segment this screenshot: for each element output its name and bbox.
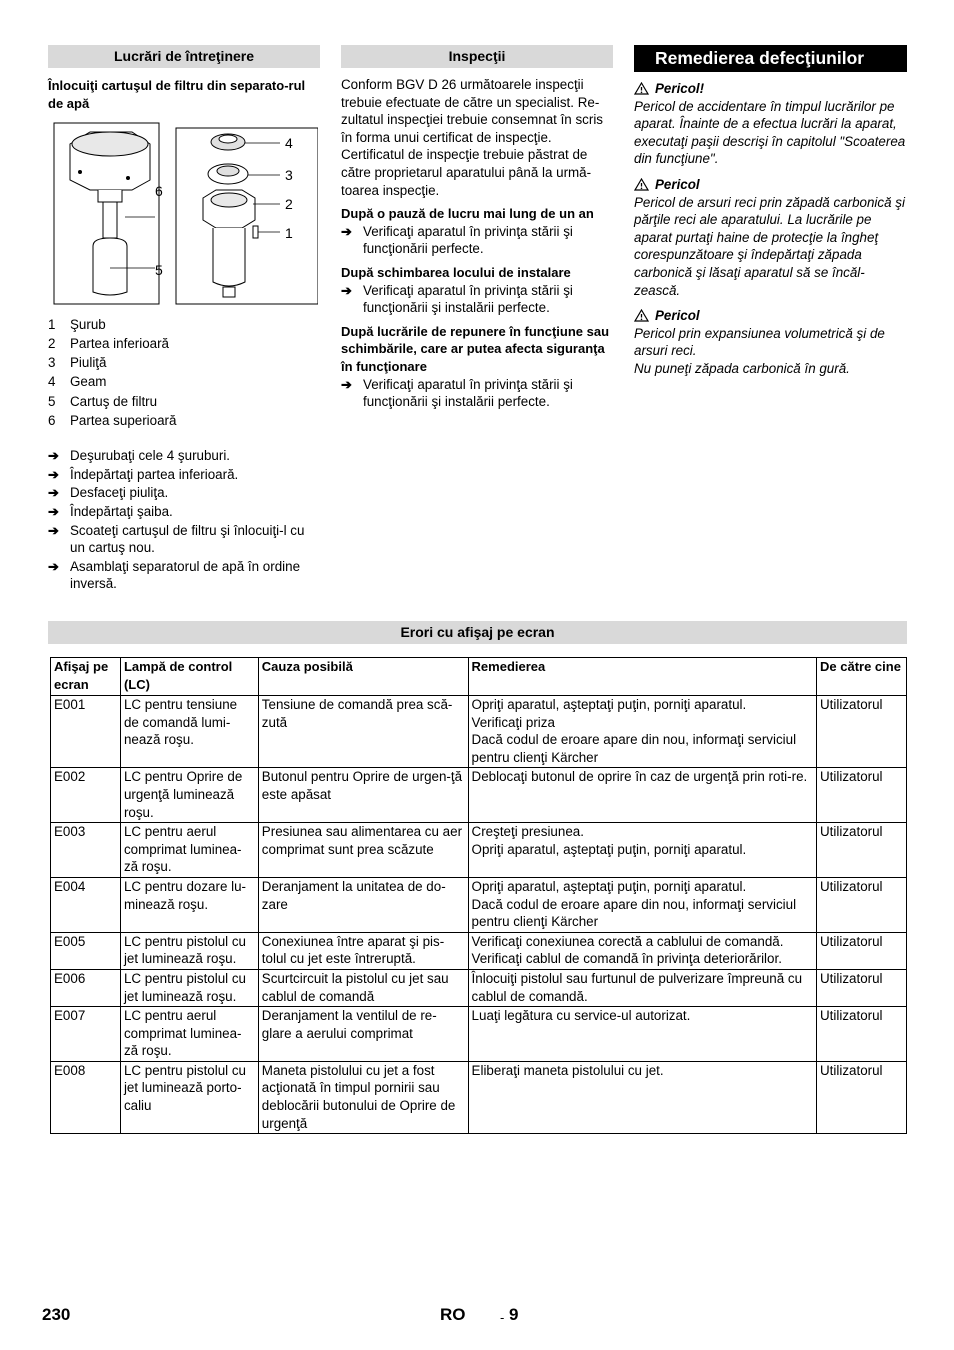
maintenance-steps bbox=[48, 447, 320, 593]
table-cell: Utilizatorul bbox=[817, 1061, 907, 1133]
inspections-column bbox=[341, 45, 613, 412]
arrow-right-icon: ➔ bbox=[341, 282, 352, 298]
inspection-block-title: După o pauză de lucru mai lung de un an bbox=[341, 206, 594, 222]
table-cell: Deranjament la ventilul de re-glare a aerului comprimat bbox=[258, 1007, 468, 1062]
table-row bbox=[51, 1061, 907, 1133]
column-header: Remedierea bbox=[468, 658, 816, 696]
step-item: ➔ Îndepărtaţi şaiba. bbox=[48, 504, 173, 520]
step-item: ➔ Scoateţi cartuşul de filtru şi înlocuiţi-l cu un cartuş nou. bbox=[48, 522, 305, 556]
figure-label-5: 5 bbox=[155, 262, 163, 279]
filter-replacement-subheading: Înlocuiţi cartuşul de filtru din separato-rul de apă bbox=[48, 78, 306, 111]
errors-heading: Erori cu afişaj pe ecran bbox=[48, 621, 907, 644]
errors-table bbox=[50, 657, 907, 1134]
step-item: ➔ Desfaceţi piuliţa. bbox=[48, 485, 169, 501]
table-cell: Verificaţi conexiunea corectă a cablului de comandă. Verificaţi cablul de comandă în privinţa deteriorărilor. bbox=[468, 932, 816, 969]
table-cell: E005 bbox=[51, 932, 121, 969]
table-row bbox=[51, 768, 907, 823]
legend-item: 3 Piuliţă bbox=[48, 355, 107, 371]
table-cell: Opriţi aparatul, aşteptaţi puţin, porniţi aparatul. Dacă codul de eroare apare din nou, informaţi serviciul pentru clienţi Kärcher bbox=[468, 877, 816, 932]
warning-title: Pericol bbox=[634, 176, 907, 194]
inspection-block-title: După lucrările de repunere în funcţiune sau schimbările, care ar putea afecta siguranţa în funcţionare bbox=[341, 323, 610, 374]
table-cell: Utilizatorul bbox=[817, 969, 907, 1006]
table-cell: Presiunea sau alimentarea cu aer comprimat sunt prea scăzute bbox=[258, 823, 468, 878]
table-cell: Utilizatorul bbox=[817, 932, 907, 969]
language-code: RO bbox=[440, 1305, 466, 1324]
inspections-heading: Inspecţii bbox=[341, 45, 613, 68]
table-cell: Utilizatorul bbox=[817, 823, 907, 878]
table-row bbox=[51, 1007, 907, 1062]
maintenance-column bbox=[48, 45, 320, 594]
table-cell: Deblocaţi butonul de oprire în caz de urgenţă prin roti-re. bbox=[468, 768, 816, 823]
figure-label-1: 1 bbox=[285, 225, 293, 242]
table-cell: LC pentru Oprire de urgenţă luminează roşu. bbox=[120, 768, 258, 823]
column-header: Lampă de control (LC) bbox=[120, 658, 258, 696]
legend-item: 1 Şurub bbox=[48, 317, 106, 333]
table-row bbox=[51, 932, 907, 969]
figure-label-4: 4 bbox=[285, 135, 293, 152]
table-cell: Utilizatorul bbox=[817, 768, 907, 823]
inspection-block-title: După schimbarea locului de instalare bbox=[341, 264, 571, 280]
table-cell: E002 bbox=[51, 768, 121, 823]
arrow-right-icon: ➔ bbox=[48, 448, 59, 464]
table-cell: Înlocuiţi pistolul sau furtunul de pulverizare împreună cu cablul de comandă. bbox=[468, 969, 816, 1006]
step-item: ➔ Asamblaţi separatorul de apă în ordine inversă. bbox=[48, 558, 301, 592]
warning-text: Pericol de accidentare în timpul lucrărilor pe aparat. Înainte de a efectua lucrări la aparat, executaţi paşii descrişi în capitolul "Scoaterea din funcţiune". bbox=[634, 98, 906, 167]
table-cell: LC pentru tensiune de comandă lumi-nează roşu. bbox=[120, 696, 258, 768]
warning-text: Pericol de arsuri reci prin zăpadă carbonică şi părţile reci ale aparatului. La lucrările pe aparat purtaţi haine de protecţie la îngheţ corespunzătoare şi îndepărtaţi zăpada carbonică şi lăsaţi aparatul să se încăl-zească. bbox=[634, 194, 905, 298]
table-cell: Scurtcircuit la pistolul cu jet sau cablul de comandă bbox=[258, 969, 468, 1006]
table-cell: Maneta pistolului cu jet a fost acţionată în timpul pornirii sau deblocării butonului de Oprire de urgenţă bbox=[258, 1061, 468, 1133]
warning-triangle-icon bbox=[634, 309, 649, 322]
page-number: 230 bbox=[42, 1305, 71, 1324]
figure-label-2: 2 bbox=[285, 196, 293, 213]
inspections-intro: Conform BGV D 26 următoarele inspecţii trebuie efectuate de către un specialist. Re-zultatul inspecţiei trebuie consemnat în scris în forma unui certificat de inspecţie. Certificatul de inspecţie trebuie păstrat de către proprietarul aparatului până la urmă-toarea inspecţie. bbox=[341, 77, 603, 198]
table-cell: Eliberaţi maneta pistolului cu jet. bbox=[468, 1061, 816, 1133]
table-cell: LC pentru pistolul cu jet luminează porto-caliu bbox=[120, 1061, 258, 1133]
table-row bbox=[51, 823, 907, 878]
section-number: 9 bbox=[509, 1305, 519, 1324]
maintenance-heading: Lucrări de întreţinere bbox=[48, 45, 320, 68]
table-cell: Opriţi aparatul, aşteptaţi puţin, porniţi aparatul. Verificaţi priza Dacă codul de eroare apare din nou, informaţi serviciul pentru clienţi Kärcher bbox=[468, 696, 816, 768]
table-cell: Luaţi legătura cu service-ul autorizat. bbox=[468, 1007, 816, 1062]
step-item: ➔ Verificaţi aparatul în privinţa stării şi funcţionării şi instalării perfecte. bbox=[341, 376, 573, 410]
arrow-right-icon: ➔ bbox=[48, 522, 59, 538]
table-cell: Deranjament la unitatea de do-zare bbox=[258, 877, 468, 932]
column-header: De către cine bbox=[817, 658, 907, 696]
warning-triangle-icon bbox=[634, 178, 649, 191]
table-cell: Tensiune de comandă prea scă-zută bbox=[258, 696, 468, 768]
warning-title: Pericol bbox=[634, 307, 907, 325]
arrow-right-icon: ➔ bbox=[48, 504, 59, 520]
figure-legend bbox=[48, 316, 320, 429]
legend-item: 6 Partea superioară bbox=[48, 412, 177, 428]
table-cell: LC pentru aerul comprimat luminea-ză roşu. bbox=[120, 823, 258, 878]
arrow-right-icon: ➔ bbox=[48, 558, 59, 574]
table-cell: Butonul pentru Oprire de urgen-ţă este apăsat bbox=[258, 768, 468, 823]
warning-title: Pericol! bbox=[634, 80, 907, 98]
arrow-right-icon: ➔ bbox=[48, 485, 59, 501]
table-cell: E003 bbox=[51, 823, 121, 878]
table-cell: Utilizatorul bbox=[817, 696, 907, 768]
troubleshooting-column bbox=[634, 45, 907, 378]
warning-triangle-icon bbox=[634, 82, 649, 95]
legend-item: 4 Geam bbox=[48, 374, 107, 390]
table-cell: LC pentru aerul comprimat luminea-ză roşu. bbox=[120, 1007, 258, 1062]
column-header: Cauza posibilă bbox=[258, 658, 468, 696]
table-cell: LC pentru pistolul cu jet luminează roşu. bbox=[120, 969, 258, 1006]
legend-item: 5 Cartuş de filtru bbox=[48, 393, 158, 409]
table-cell: LC pentru dozare lu-minează roşu. bbox=[120, 877, 258, 932]
table-cell: Utilizatorul bbox=[817, 1007, 907, 1062]
warning-text: Nu puneţi zăpada carbonică în gură. bbox=[634, 360, 850, 376]
step-item: ➔ Verificaţi aparatul în privinţa stării şi funcţionării perfecte. bbox=[341, 223, 573, 257]
figure-label-3: 3 bbox=[285, 167, 293, 184]
table-row bbox=[51, 696, 907, 768]
column-header: Afişaj pe ecran bbox=[51, 658, 121, 696]
table-cell: E007 bbox=[51, 1007, 121, 1062]
table-cell: Utilizatorul bbox=[817, 877, 907, 932]
arrow-right-icon: ➔ bbox=[341, 223, 352, 239]
table-row bbox=[51, 969, 907, 1006]
table-cell: Creşteţi presiunea. Opriţi aparatul, aşteptaţi puţin, porniţi aparatul. bbox=[468, 823, 816, 878]
step-item: ➔ Îndepărtaţi partea inferioară. bbox=[48, 466, 239, 482]
legend-item: 2 Partea inferioară bbox=[48, 336, 169, 352]
table-row bbox=[51, 877, 907, 932]
water-separator-figure bbox=[48, 122, 318, 308]
table-cell: E004 bbox=[51, 877, 121, 932]
troubleshooting-heading: Remedierea defecţiunilor bbox=[634, 45, 907, 72]
step-item: ➔ Verificaţi aparatul în privinţa stării şi funcţionării şi instalării perfecte. bbox=[341, 282, 573, 316]
table-cell: E008 bbox=[51, 1061, 121, 1133]
warning-text: Pericol prin expansiunea volumetrică şi de arsuri reci. bbox=[634, 325, 885, 359]
table-cell: E006 bbox=[51, 969, 121, 1006]
step-item: ➔ Deşurubaţi cele 4 şuruburi. bbox=[48, 448, 231, 464]
footer-separator: - bbox=[500, 1310, 505, 1325]
table-cell: LC pentru pistolul cu jet luminează roşu. bbox=[120, 932, 258, 969]
figure-label-6: 6 bbox=[155, 183, 163, 200]
arrow-right-icon: ➔ bbox=[48, 466, 59, 482]
arrow-right-icon: ➔ bbox=[341, 376, 352, 392]
table-cell: E001 bbox=[51, 696, 121, 768]
table-header-row bbox=[51, 658, 907, 696]
water-separator-diagram bbox=[48, 122, 318, 308]
table-cell: Conexiunea între aparat şi pis-tolul cu jet este întreruptă. bbox=[258, 932, 468, 969]
